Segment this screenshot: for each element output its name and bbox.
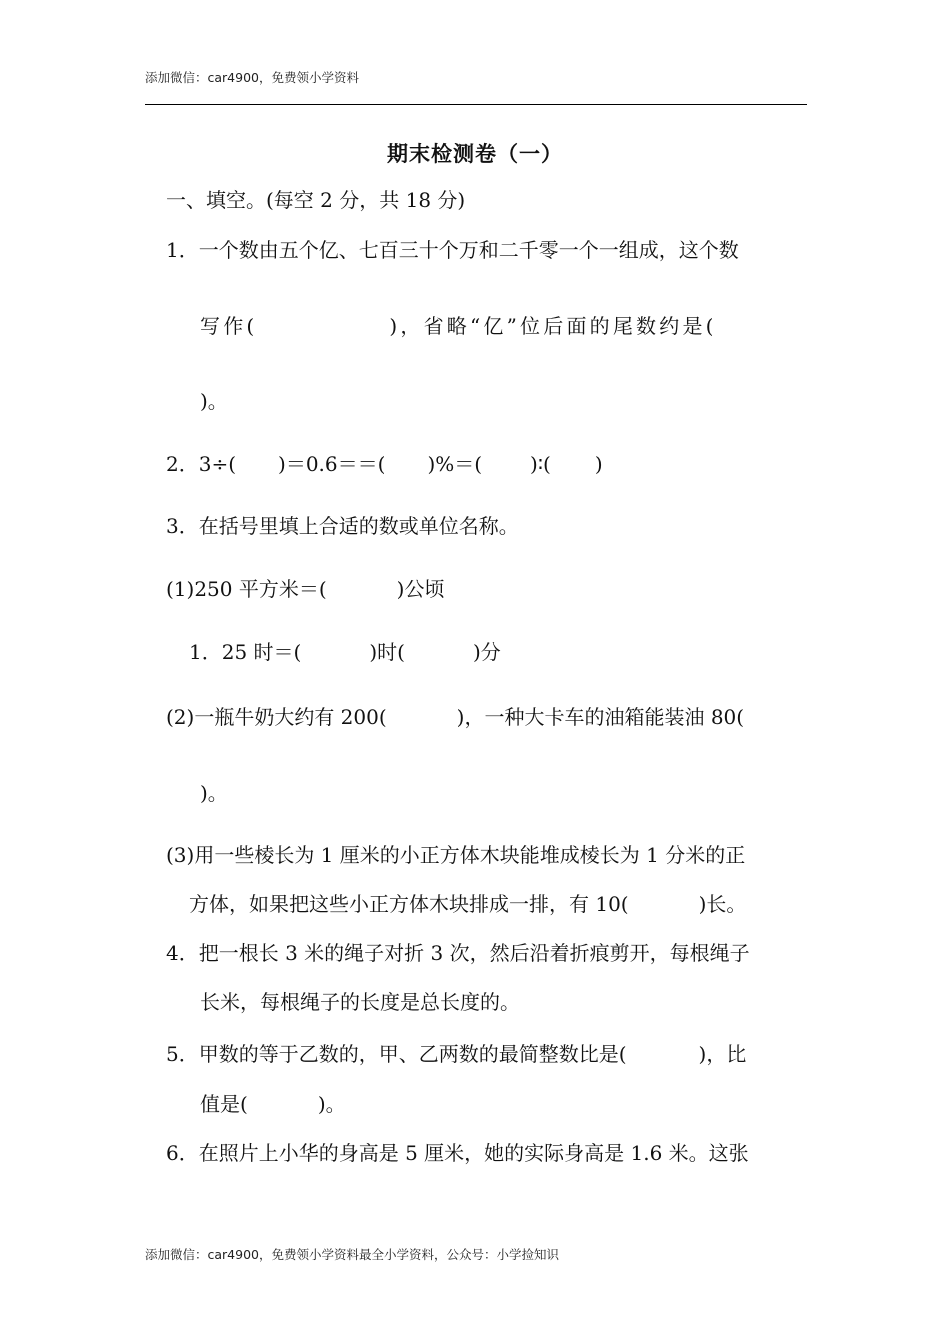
q2-part3: )%＝(	[427, 452, 483, 476]
q3-sub2-a: (2)一瓶牛奶大约有 200(	[166, 705, 387, 729]
q3-sub2-b: )，一种大卡车的油箱能装油 80(	[456, 705, 745, 729]
q3-line1: 3．在括号里填上合适的数或单位名称。	[166, 514, 519, 538]
q4-line2: 长米，每根绳子的长度是总长度的。	[200, 990, 520, 1014]
footer-note: 添加微信：car4900，免费领小学资料最全小学资料，公众号：小学捡知识	[145, 1247, 559, 1262]
q3-sub1b	[189, 638, 501, 666]
q1-line2	[200, 312, 717, 340]
q1-text-b: )，省略“亿”位后面的尾数约是(	[389, 314, 717, 338]
q5-line1-b: )，比	[698, 1042, 747, 1066]
q1-text-a: 写作(	[200, 314, 258, 338]
q3-sub3-a: 方体，如果把这些小正方体木块排成一排，有 10(	[189, 892, 629, 916]
q1-line3: )。	[200, 389, 228, 413]
q2-part5: )	[594, 452, 603, 476]
q6-line1: 6．在照片上小华的身高是 5 厘米，她的实际身高是 1.6 米。这张	[166, 1141, 749, 1165]
header-note: 添加微信：car4900，免费领小学资料	[145, 70, 359, 85]
q2-part2: )＝0.6＝＝(	[278, 452, 386, 476]
q3-sub1b-c: )分	[472, 640, 501, 664]
q3-sub2-end: )。	[200, 781, 228, 805]
q5-line2-b: )。	[317, 1092, 346, 1116]
q5-line2-a: 值是(	[200, 1092, 248, 1116]
page-title: 期末检测卷（一）	[387, 141, 563, 166]
q5-line1	[166, 1040, 746, 1068]
q5-line2	[200, 1090, 346, 1118]
q3-sub1-a: (1)250 平方米＝(	[166, 577, 327, 601]
q3-sub1b-b: )时(	[369, 640, 405, 664]
q5-line1-a: 5．甲数的等于乙数的，甲、乙两数的最简整数比是(	[166, 1042, 627, 1066]
section-heading: 一、填空。(每空 2 分，共 18 分)	[166, 188, 466, 212]
q3-sub1	[166, 575, 444, 603]
q3-sub1b-a: 1．25 时＝(	[189, 640, 302, 664]
header-divider	[145, 104, 807, 105]
q2-part4: )∶(	[530, 452, 551, 476]
q3-sub3-line1: (3)用一些棱长为 1 厘米的小正方体木块能堆成棱长为 1 分米的正	[166, 843, 746, 867]
q2-part1: 2．3÷(	[166, 452, 237, 476]
q3-sub1-b: )公顷	[396, 577, 445, 601]
q4-line1: 4．把一根长 3 米的绳子对折 3 次，然后沿着折痕剪开，每根绳子	[166, 941, 750, 965]
q3-sub2	[166, 703, 744, 731]
q1-line1: 1．一个数由五个亿、七百三十个万和二千零一个一组成，这个数	[166, 238, 739, 262]
q2-line	[166, 450, 603, 478]
q3-sub3-b: )长。	[698, 892, 747, 916]
q3-sub3-line2	[189, 890, 746, 918]
